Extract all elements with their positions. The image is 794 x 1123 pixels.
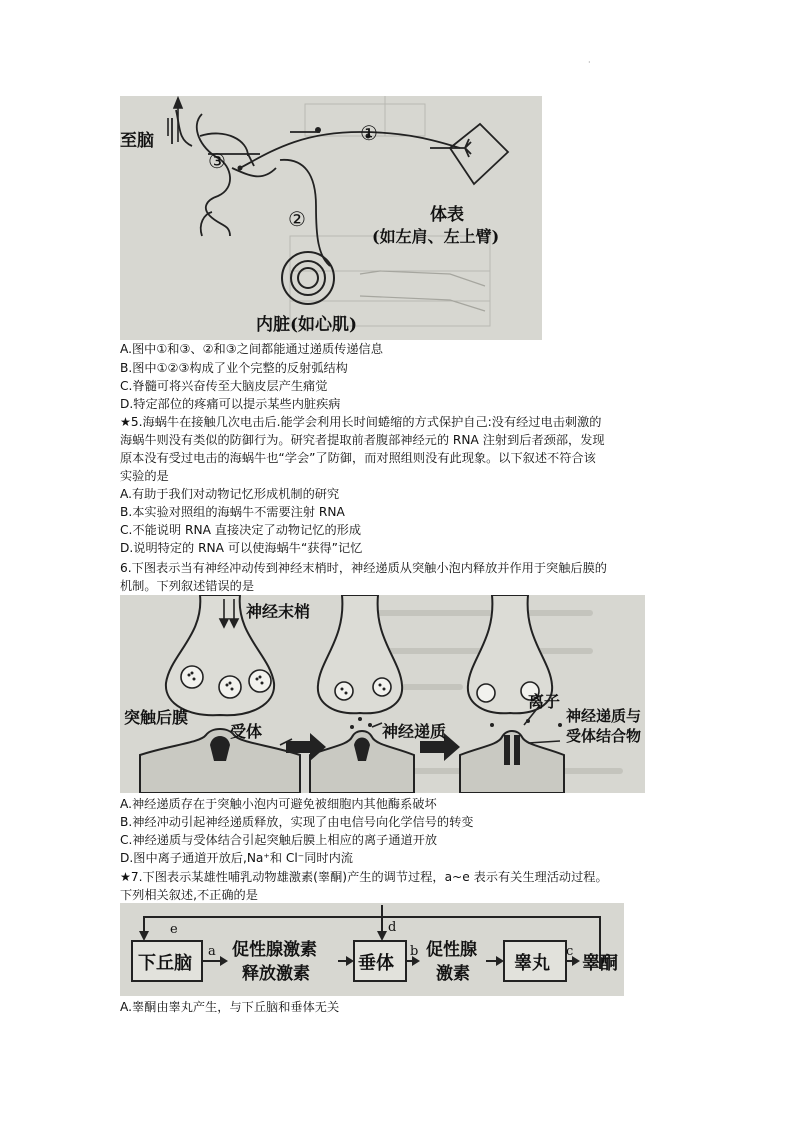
q4-option-b: B.图中①②③构成了业个完整的反射弧结构 xyxy=(120,361,348,375)
q7-stem-line2: 下列相关叙述,不正确的是 xyxy=(120,888,258,902)
q4-option-d: D.特定部位的疼痛可以提示某些内脏疾病 xyxy=(120,397,341,411)
q4-option-c: C.脊髓可将兴奋传至大脑皮层产生痛觉 xyxy=(120,379,328,393)
label-c: c xyxy=(566,944,574,959)
q5-stem-line3: 原本没有受过电击的海蜗牛也“学会”了防御，而对照组则没有此现象。以下叙述不符合该 xyxy=(120,451,596,465)
label-e: e xyxy=(170,922,178,937)
label-receptor: 受体 xyxy=(230,722,263,741)
label-grh-line2: 释放激素 xyxy=(242,964,310,984)
q6-option-d: D.图中离子通道开放后,Na⁺和 Cl⁻同时内流 xyxy=(120,851,353,865)
q7-stem-line1: ★7.下图表示某雄性哺乳动物雄激素(睾酮)产生的调节过程，a~e 表示有关生理活动过程。 xyxy=(120,870,608,884)
q5-option-c: C.不能说明 RNA 直接决定了动物记忆的形成 xyxy=(120,523,362,537)
label-num2: ② xyxy=(288,207,306,231)
label-a: a xyxy=(208,944,216,959)
q5-option-a: A.有助于我们对动物记忆形成机制的研究 xyxy=(120,487,340,501)
label-testosterone: 睾酮 xyxy=(582,953,618,974)
label-to-brain: 至脑 xyxy=(120,131,154,151)
label-gh-line1: 促性腺 xyxy=(426,940,477,960)
box-hypothalamus: 下丘脑 xyxy=(138,953,192,974)
q6-stem-line1: 6.下图表示当有神经冲动传到神经末梢时，神经递质从突触小泡内释放并作用于突触后膜的 xyxy=(120,561,607,575)
q6-option-c: C.神经递质与受体结合引起突触后膜上相应的离子通道开放 xyxy=(120,833,438,847)
label-gh-line2: 激素 xyxy=(436,964,470,984)
q6-stem-line2: 机制。下列叙述错误的是 xyxy=(120,579,255,593)
label-complex-line1: 神经递质与 xyxy=(566,707,642,725)
label-num1: ① xyxy=(360,121,378,145)
label-complex-line2: 受体结合物 xyxy=(566,727,642,745)
box-testis: 睾丸 xyxy=(514,953,550,974)
label-viscera: 内脏(如心肌) xyxy=(256,315,358,335)
label-neurotransmitter: 神经递质 xyxy=(382,722,447,741)
q5-stem-line1: ★5.海蜗牛在接触几次电击后.能学会利用长时间蜷缩的方式保护自己:没有经过电击刺激的 xyxy=(120,415,602,429)
label-grh-line1: 促性腺激素 xyxy=(232,940,317,960)
q5-stem-line2: 海蜗牛则没有类似的防御行为。研究者提取前者腹部神经元的 RNA 注射到后者颈部，发现 xyxy=(120,433,605,447)
q5-option-b: B.本实验对照组的海蜗牛不需要注射 RNA xyxy=(120,505,345,519)
figure-referred-pain xyxy=(120,96,542,340)
label-b: b xyxy=(410,944,419,959)
q5-option-d: D.说明特定的 RNA 可以使海蜗牛“获得”记忆 xyxy=(120,541,363,555)
q6-option-a: A.神经递质存在于突触小泡内可避免被细胞内其他酶系破坏 xyxy=(120,797,437,811)
q4-option-a: A.图中①和③、②和③之间都能通过递质传递信息 xyxy=(120,342,383,356)
label-body-surface: 体表 xyxy=(430,205,464,225)
q5-stem-line4: 实验的是 xyxy=(120,469,169,483)
label-postsynaptic-membrane: 突触后膜 xyxy=(124,708,189,727)
label-d: d xyxy=(388,920,397,935)
figure-hormone-regulation xyxy=(120,903,624,996)
label-num3: ③ xyxy=(208,149,226,173)
label-body-surface-detail: (如左肩、左上臂) xyxy=(372,227,500,246)
page-mark: · xyxy=(588,58,591,67)
label-nerve-terminal: 神经末梢 xyxy=(246,602,311,621)
box-pituitary: 垂体 xyxy=(358,953,394,974)
label-ion: 离子 xyxy=(528,692,561,711)
q7-option-a: A.睾酮由睾丸产生，与下丘脑和垂体无关 xyxy=(120,1000,340,1014)
q6-option-b: B.神经冲动引起神经递质释放，实现了由电信号向化学信号的转变 xyxy=(120,815,474,829)
figure-synapse xyxy=(120,595,645,793)
